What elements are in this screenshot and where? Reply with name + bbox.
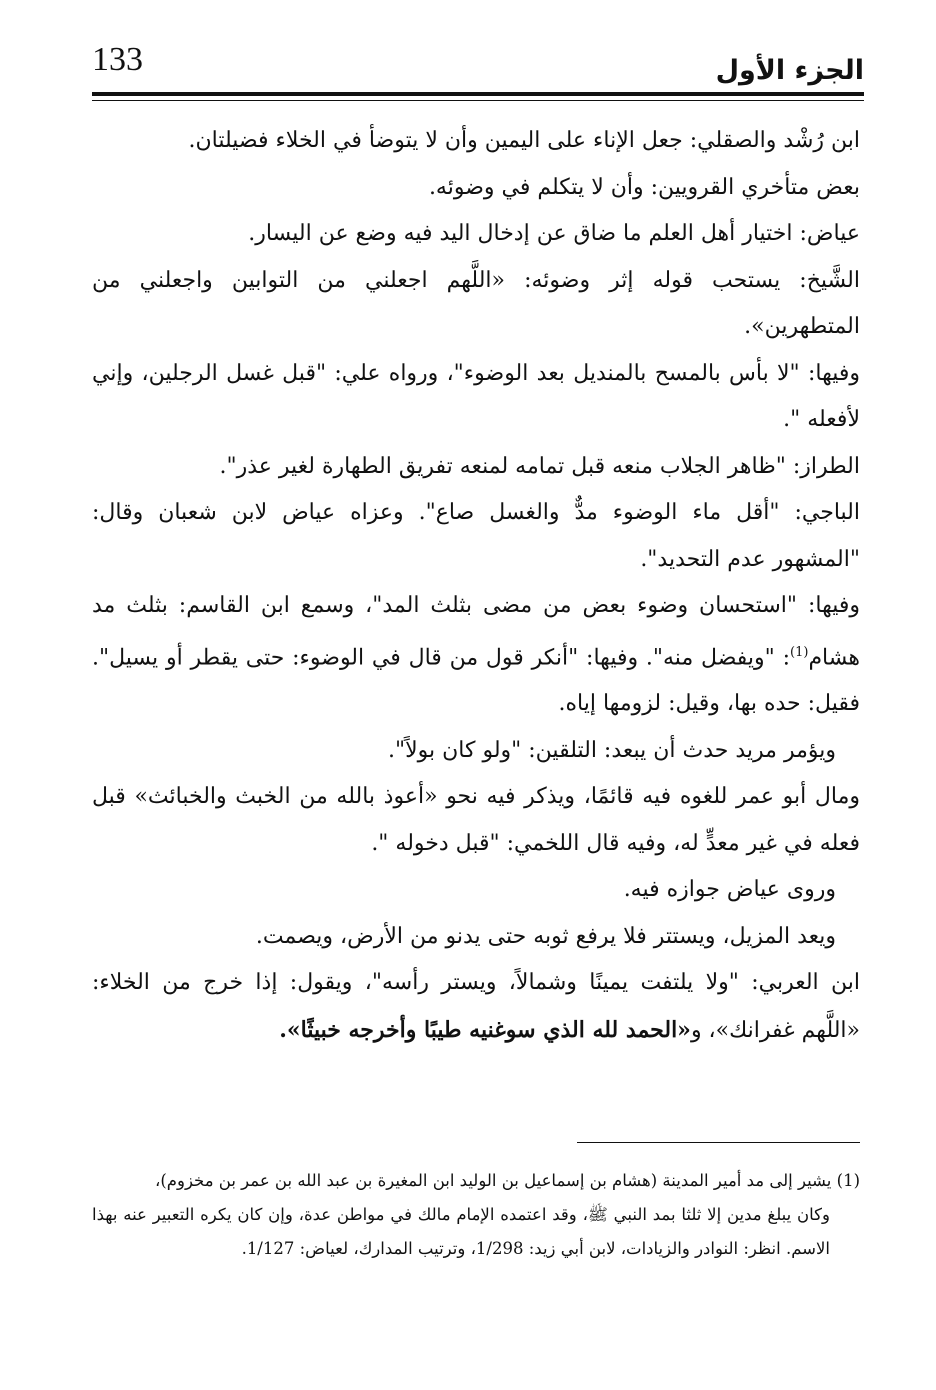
paragraph: بعض متأخري القرويين: وأن لا يتكلم في وضوئه.	[428, 174, 860, 200]
paragraph: الطراز: "ظاهر الجلاب منعه قبل تمامه لمنعه تفريق الطهارة لغير عذر".	[219, 453, 860, 479]
footnote-marker[interactable]: (1)	[790, 644, 809, 660]
header-rule-thin	[92, 100, 864, 101]
footnote-line: (1) يشير إلى مد أمير المدينة (هشام بن إسماعيل بن الوليد ابن المغيرة بن عبد الله بن عمر بن مخزوم)،	[155, 1171, 860, 1190]
paragraph-text: : "ويفضل منه". وفيها: "أنكر قول من قال في الوضوء: حتى يقطر أو يسيل". فقيل: حده بها، وقيل: لزومها إياه.	[92, 644, 860, 717]
paragraph	[92, 960, 860, 1054]
footnote-separator	[577, 1142, 860, 1143]
paragraph: ومال أبو عمر للغوه فيه قائمًا، ويذكر فيه نحو «أعوذ بالله من الخبث والخبائث» قبل فعله في غير معدٍّ له، وفيه قال اللخمي: "قبل دخوله ".	[92, 784, 860, 856]
paragraph: ويعد المزيل، ويستتر فلا يرفع ثوبه حتى يدنو من الأرض، ويصمت.	[255, 923, 836, 949]
footnote-line: وكان يبلغ مدين إلا ثلثا بمد النبي ﷺ، وقد اعتمده الإمام مالك في مواطن عدة، وإن كان يكره التعبير عنه بهذا الاسم. انظر: النوادر والزيادات، لابن أبي زيد: 1/298، وترتيب المدارك، لعياض: 1/127.	[92, 1205, 830, 1258]
paragraph: وفيها: "لا بأس بالمسح بالمنديل بعد الوضوء"، ورواه علي: "قبل غسل الرجلين، وإني لأفعله ".	[92, 360, 860, 432]
page-header	[92, 40, 864, 98]
paragraph: الباجي: "أقل ماء الوضوء مدٌّ والغسل صاع". وعزاه عياض لابن شعبان وقال: "المشهور عدم التحديد".	[92, 500, 860, 572]
footnotes	[92, 1164, 860, 1266]
paragraph-text: وفيها: "استحسان وضوء بعض من مضى بثلث المد"، وسمع ابن القاسم: بثلث مد هشام	[92, 593, 860, 670]
paragraph	[92, 583, 860, 728]
paragraph: وروى عياض جوازه فيه.	[623, 877, 836, 903]
bold-quote: «الحمد لله الذي سوغنيه طيبًا وأخرجه خبيثًا».	[279, 1016, 691, 1043]
paragraph-text: ابن العربي: "ولا يلتفت يمينًا وشمالاً، ويستر رأسه"، ويقول: إذا خرج من الخلاء: «اللَّهم غفرانك»، و	[92, 970, 860, 1043]
paragraph: ويؤمر مريد حدث أن يبعد: التلقين: "ولو كان بولاً".	[388, 737, 836, 763]
header-rule	[92, 92, 864, 96]
body-text	[92, 118, 860, 1054]
paragraph: عياض: اختيار أهل العلم ما ضاق عن إدخال اليد فيه وضع عن اليسار.	[248, 221, 860, 246]
page-number: 133	[92, 41, 143, 78]
running-title: الجزء الأول	[715, 55, 864, 86]
paragraph: الشَّيخ: يستحب قوله إثر وضوئه: «اللَّهم اجعلني من التوابين واجعلني من المتطهرين».	[92, 267, 860, 339]
paragraph: ابن رُشْد والصقلي: جعل الإناء على اليمين وأن لا يتوضأ في الخلاء فضيلتان.	[188, 128, 860, 153]
